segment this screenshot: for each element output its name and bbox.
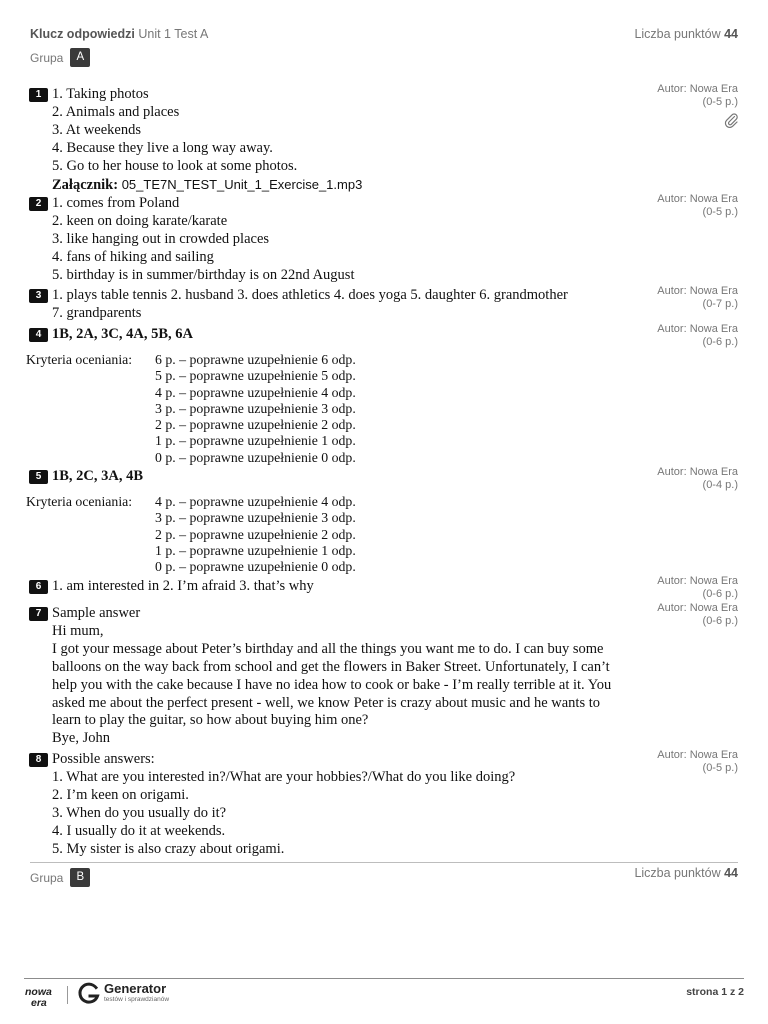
exercise-number: 7 xyxy=(29,607,48,621)
page-number: strona 1 z 2 xyxy=(686,986,744,998)
attachment-filename[interactable]: 05_TE7N_TEST_Unit_1_Exercise_1.mp3 xyxy=(121,176,363,192)
exercise-number: 4 xyxy=(29,328,48,342)
exercise-answers: Possible answers: 1. What are you interested in?/What are your hobbies?/What do you like doing? 2. I’m keen on origami. 3. When do you usually do it? 4. I usually do it at weekends. 5. My sister is also crazy about origami. xyxy=(52,751,516,857)
exercise-number: 2 xyxy=(29,197,48,211)
generator-logo-icon xyxy=(77,981,101,1005)
svg-text:era: era xyxy=(31,997,47,1008)
exercise-number: 1 xyxy=(29,88,48,102)
criteria-list: 6 p. – poprawne uzupełnienie 6 odp. 5 p. – poprawne uzupełnienie 5 odp. 4 p. – poprawne uzupełnienie 4 odp. 3 p. – poprawne uzupełnienie 3 odp. 2 p. – poprawne uzupełnienie 2 odp. 1 p. – poprawne uzupełnienie 1 odp. 0 p. – poprawne uzupełnienie 0 odp. xyxy=(155,352,356,465)
exercise-number: 8 xyxy=(29,753,48,767)
exercise-answers: 1. Taking photos 2. Animals and places 3. At weekends 4. Because they live a long way away. 5. Go to her house to look at some photos. Załącznik: 05_TE7N_TEST_Unit_1_Exercise_1.mp3 xyxy=(52,86,637,194)
nowa-era-logo xyxy=(24,984,64,1008)
group-a-label: Grupa A xyxy=(30,48,90,67)
exercise-answers: 1B, 2C, 3A, 4B xyxy=(52,468,144,484)
group-b-points: Liczba punktów 44 xyxy=(634,866,738,880)
exercise-author: Autor: Nowa Era (0-5 p.) xyxy=(657,749,738,774)
exercise-answers: 1. comes from Poland 2. keen on doing karate/karate 3. like hanging out in crowded places 4. fans of hiking and sailing 5. birthday is in summer/birthday is on 22nd August xyxy=(52,195,355,283)
svg-text:nowa: nowa xyxy=(25,986,52,998)
paperclip-icon[interactable] xyxy=(724,112,738,128)
exercise-author: Autor: Nowa Era (0-4 p.) xyxy=(657,466,738,491)
generator-subtitle: testów i sprawdzianów xyxy=(104,996,170,1003)
exercise-author: Autor: Nowa Era (0-6 p.) xyxy=(657,323,738,348)
total-points: Liczba punktów 44 xyxy=(634,27,738,41)
criteria-list: 4 p. – poprawne uzupełnienie 4 odp. 3 p. – poprawne uzupełnienie 3 odp. 2 p. – poprawne uzupełnienie 2 odp. 1 p. – poprawne uzupełnienie 1 odp. 0 p. – poprawne uzupełnienie 0 odp. xyxy=(155,494,356,575)
exercise-number: 5 xyxy=(29,470,48,484)
group-badge: A xyxy=(70,48,90,67)
section-divider xyxy=(30,862,738,863)
exercise-answers: 1. plays table tennis 2. husband 3. does athletics 4. does yoga 5. daughter 6. grandmother 7. grandparents xyxy=(52,287,568,321)
exercise-author: Autor: Nowa Era (0-6 p.) xyxy=(657,602,738,627)
exercise-answers: 1B, 2A, 3C, 4A, 5B, 6A xyxy=(52,326,193,342)
sample-letter-closing: Bye, John xyxy=(52,730,110,747)
generator-title: Generator xyxy=(104,981,167,996)
exercise-answers: 1. am interested in 2. I’m afraid 3. that’s why xyxy=(52,578,314,594)
document-header xyxy=(30,27,738,41)
attachment[interactable]: Załącznik: 05_TE7N_TEST_Unit_1_Exercise_1.mp3 xyxy=(52,176,363,193)
group-b-label: Grupa B xyxy=(30,868,90,887)
exercise-answers: Sample answer Hi mum, I got your message about Peter’s birthday and all the things you want me to do. I can buy some balloons on the way back from school and get the flowers in Baker Street. Unfortunately, I can’t help you with the cake because I have no idea how to cook or bake - I’m really terrible at it. You asked me about the perfect present - well, we know Peter is crazy about music and he wants to learn to play the guitar, so how about buying him one? Bye, John xyxy=(52,605,632,748)
logo-separator xyxy=(67,986,68,1004)
exercise-author: Autor: Nowa Era (0-7 p.) xyxy=(657,285,738,310)
footer-divider xyxy=(24,978,744,979)
exercise-author: Autor: Nowa Era (0-5 p.) xyxy=(657,193,738,218)
document-title: Klucz odpowiedzi Unit 1 Test A xyxy=(30,27,209,41)
group-badge: B xyxy=(70,868,90,887)
sample-letter-body: I got your message about Peter’s birthday and all the things you want me to do. I can buy some balloons on the way back from school and get the flowers in Baker Street. Unfortunately, I can’t help you with the cake because I have no idea how to cook or bake - I’m really terrible at it. You asked me about the perfect present - well, we know Peter is crazy about music and he wants to learn to play the guitar, so how about buying him one? xyxy=(52,640,612,729)
exercise-number: 3 xyxy=(29,289,48,303)
exercise-number: 6 xyxy=(29,580,48,594)
exercise-author: Autor: Nowa Era (0-6 p.) xyxy=(657,575,738,600)
exercise-author: Autor: Nowa Era (0-5 p.) xyxy=(657,83,738,108)
